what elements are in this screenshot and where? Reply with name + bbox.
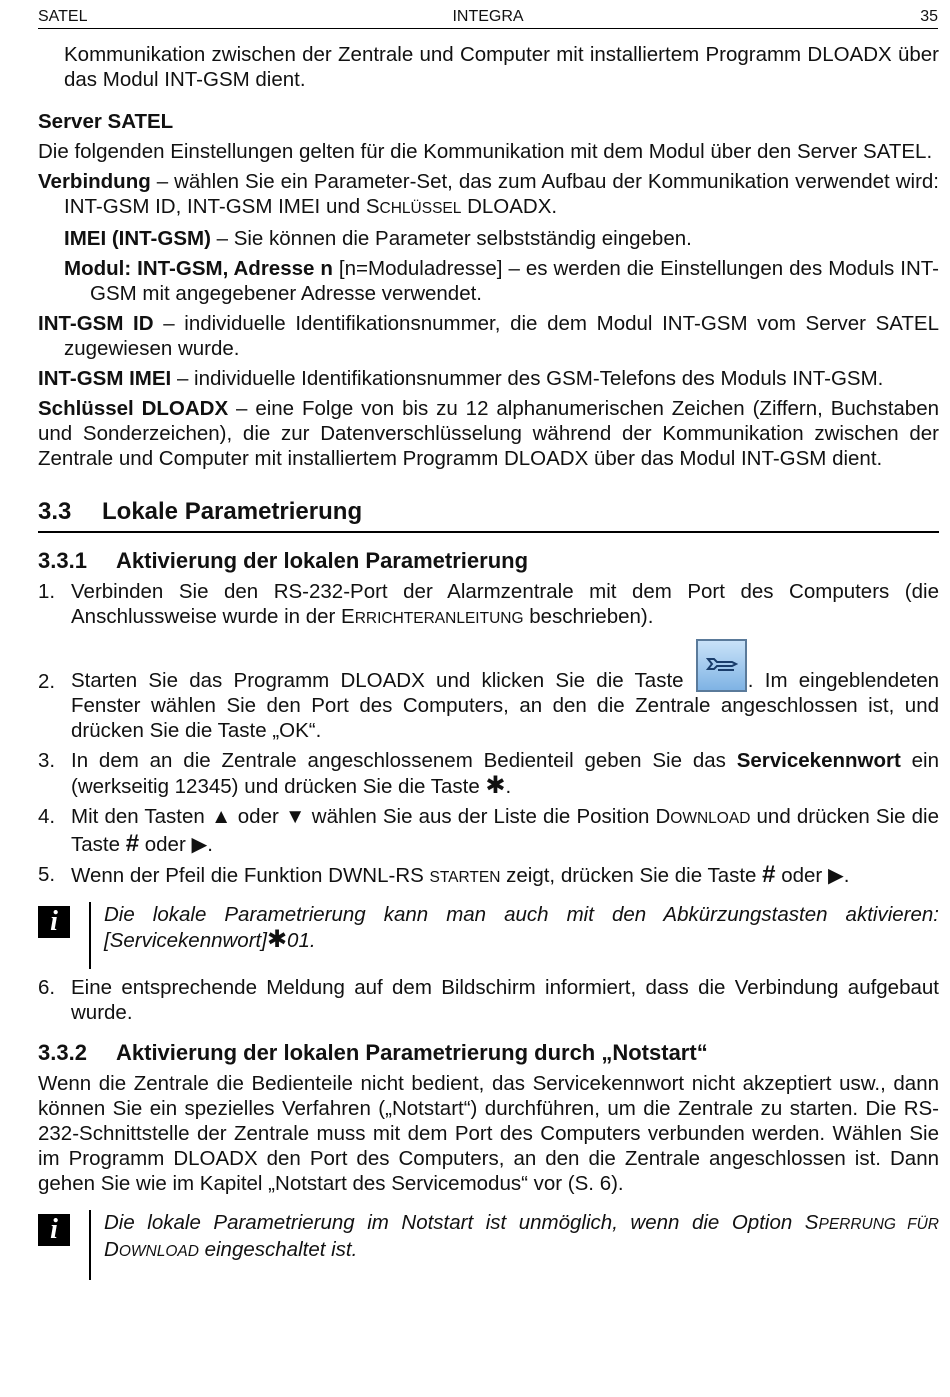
info-note-2 bbox=[38, 1210, 939, 1264]
note-bar bbox=[89, 1210, 91, 1280]
note-bar bbox=[89, 902, 91, 969]
step-text: oder bbox=[231, 805, 285, 828]
step-text: wählen Sie aus der Liste die Position D bbox=[305, 805, 671, 828]
hash-key-icon: # bbox=[762, 861, 776, 888]
step-number: 4. bbox=[38, 805, 56, 828]
step-text: oder bbox=[775, 864, 828, 887]
step-text: Starten Sie das Programm DLOADX und klicken Sie die Taste bbox=[71, 669, 695, 692]
verbindung-item bbox=[38, 169, 939, 221]
header-product: INTEGRA bbox=[452, 8, 524, 25]
server-heading: Server SATEL bbox=[38, 110, 174, 133]
step-text: und drücken Sie die Taste bbox=[71, 805, 939, 856]
info-note-1 bbox=[38, 902, 939, 953]
int-gsm-id-text: – individuelle Identifikationsnummer, die dem Modul INT-GSM vom Server SATEL zugewiesen wurde. bbox=[64, 312, 939, 360]
note-text: Die lokale Parametrierung im Notstart ist unmöglich, wenn die Option S bbox=[104, 1211, 819, 1234]
star-key-icon: ✱ bbox=[266, 926, 288, 953]
int-gsm-imei-item bbox=[38, 366, 939, 391]
verbindung-text: – wählen Sie ein Parameter-Set, das zum Aufbau der Kommunikation verwendet wird: INT-GSM ID, INT-GSM IMEI und S bbox=[64, 170, 939, 218]
modul-option bbox=[38, 256, 939, 306]
key-term: Schlüssel DLOADX bbox=[38, 397, 229, 420]
info-icon: i bbox=[38, 1214, 70, 1246]
step-text: . bbox=[207, 833, 213, 856]
section-number: 3.3 bbox=[38, 498, 72, 525]
wrench-icon bbox=[706, 655, 738, 675]
section-3-3-1-heading bbox=[38, 547, 939, 575]
step-4 bbox=[38, 804, 939, 857]
page-number: 35 bbox=[920, 8, 938, 25]
subsection-title: Aktivierung der lokalen Parametrierung bbox=[116, 548, 529, 573]
step-text: . bbox=[505, 775, 512, 798]
page-content bbox=[38, 42, 939, 1264]
arrow-right-key-icon: ▶ bbox=[827, 864, 844, 887]
int-gsm-imei-text: – individuelle Identifikationsnummer des GSM-Telefons des Moduls INT-GSM. bbox=[171, 367, 884, 390]
modul-term: Modul: INT-GSM, Adresse n bbox=[64, 257, 333, 280]
step-smallcaps: STARTEN bbox=[429, 869, 501, 886]
modul-text: [n=Moduladresse] – es werden die Einstellungen des Moduls INT-GSM mit angegebener Adresse verwendet. bbox=[90, 257, 939, 305]
note-text: Die lokale Parametrierung kann man auch mit den Abkürzungstasten aktivieren: [Servicekennwort] bbox=[104, 903, 939, 952]
step-text: In dem an die Zentrale angeschlossenem Bedienteil geben Sie das bbox=[71, 749, 737, 772]
step-text: Mit den Tasten bbox=[71, 805, 211, 828]
note-smallcaps: PERRUNG FÜR bbox=[818, 1216, 939, 1233]
step-number: 3. bbox=[38, 749, 56, 772]
step-text: ein (werkseitig 12345) und drücken Sie die Taste bbox=[71, 749, 939, 798]
service-password-term: Servicekennwort bbox=[736, 749, 901, 772]
note-smallcaps: OWNLOAD bbox=[118, 1243, 199, 1260]
step-text: Verbinden Sie den RS-232-Port der Alarmzentrale mit dem Port des Computers (die Anschlussweise wurde in der E bbox=[71, 580, 939, 628]
step-text: Eine entsprechende Meldung auf dem Bildschirm informiert, dass die Verbindung aufgebaut wurde. bbox=[71, 976, 939, 1024]
key-text: – eine Folge von bis zu 12 alphanumerischen Zeichen (Ziffern, Buchstaben und Sonderzeichen), die zur Datenverschlüsselung während der Kommunikation zwischen der Zentrale und Computer mit installiertem Programm DLOADX über das Modul INT-GSM dient. bbox=[38, 397, 939, 470]
hash-key-icon: # bbox=[125, 830, 140, 857]
step-3 bbox=[38, 748, 939, 799]
section-3-3-2-heading bbox=[38, 1039, 939, 1067]
step-5 bbox=[38, 862, 939, 890]
info-icon: i bbox=[38, 906, 70, 938]
section-title: Lokale Parametrierung bbox=[102, 498, 363, 525]
subsection-title: Aktivierung der lokalen Parametrierung durch „Notstart“ bbox=[116, 1040, 708, 1065]
step-number: 2. bbox=[38, 670, 56, 693]
arrow-up-key-icon: ▲ bbox=[210, 805, 232, 828]
imei-term: IMEI (INT-GSM) bbox=[64, 227, 211, 250]
note-text: eingeschaltet ist. bbox=[198, 1238, 358, 1261]
int-gsm-imei-term: INT-GSM IMEI bbox=[38, 367, 172, 390]
step-text: Wenn der Pfeil die Funktion DWNL-RS bbox=[71, 864, 430, 887]
imei-text: – Sie können die Parameter selbstständig eingeben. bbox=[210, 227, 692, 250]
note-text: 01. bbox=[287, 929, 316, 952]
step-text: zeigt, drücken Sie die Taste bbox=[500, 864, 763, 887]
verbindung-end: DLOADX. bbox=[461, 195, 558, 218]
verbindung-smallcaps: CHLÜSSEL bbox=[379, 200, 462, 217]
step-2 bbox=[38, 639, 939, 743]
step-smallcaps: OWNLOAD bbox=[670, 810, 751, 827]
step-1 bbox=[38, 579, 939, 631]
verbindung-term: Verbindung bbox=[38, 170, 151, 193]
server-text: Die folgenden Einstellungen gelten für die Kommunikation mit dem Modul über den Server SATEL. bbox=[38, 140, 933, 163]
section-3-3-heading bbox=[38, 497, 939, 533]
note-text: D bbox=[104, 1238, 119, 1261]
imei-option bbox=[38, 226, 939, 251]
step-text: . bbox=[843, 864, 850, 887]
steps-list bbox=[38, 579, 939, 890]
step-6 bbox=[38, 975, 939, 1025]
key-item bbox=[38, 396, 939, 471]
int-gsm-id-term: INT-GSM ID bbox=[38, 312, 154, 335]
step-text: . Im eingeblendeten Fenster wählen Sie den Port des Computers, an den die Zentrale angeschlossen ist, und drücken Sie die Taste „OK“. bbox=[71, 669, 939, 742]
step-number: 6. bbox=[38, 976, 56, 999]
steps-list-continued bbox=[38, 975, 939, 1025]
intro-paragraph: Kommunikation zwischen der Zentrale und Computer mit installiertem Programm DLOADX über das Modul INT-GSM dient. bbox=[64, 43, 939, 91]
page-header bbox=[38, 4, 938, 29]
subsection-number: 3.3.1 bbox=[38, 548, 87, 573]
step-smallcaps: RRICHTERANLEITUNG bbox=[354, 610, 524, 627]
step-text: beschrieben). bbox=[523, 605, 654, 628]
notstart-paragraph: Wenn die Zentrale die Bedienteile nicht bedient, das Servicekennwort nicht akzeptiert usw., dann können Sie ein spezielles Verfahren („Notstart“) durchführen, um die Zentrale zu starten. Die RS-232-Schnittstelle der Zentrale muss mit dem Port des Computers verbunden werden. Wählen Sie im Programm DLOADX den Port des Computers, an den die Zentrale angeschlossen ist. Dann gehen Sie wie im Kapitel „Notstart des Servicemodus“ vor (S. 6). bbox=[38, 1072, 939, 1195]
arrow-down-key-icon: ▼ bbox=[284, 805, 306, 828]
step-number: 5. bbox=[38, 863, 56, 886]
star-key-icon: ✱ bbox=[485, 772, 506, 799]
arrow-right-key-icon: ▶ bbox=[191, 833, 208, 856]
subsection-number: 3.3.2 bbox=[38, 1040, 87, 1065]
step-number: 1. bbox=[38, 580, 56, 603]
step-text: oder bbox=[139, 833, 192, 856]
int-gsm-id-item bbox=[38, 311, 939, 361]
service-mode-button[interactable] bbox=[696, 639, 747, 692]
header-brand: SATEL bbox=[38, 8, 88, 25]
